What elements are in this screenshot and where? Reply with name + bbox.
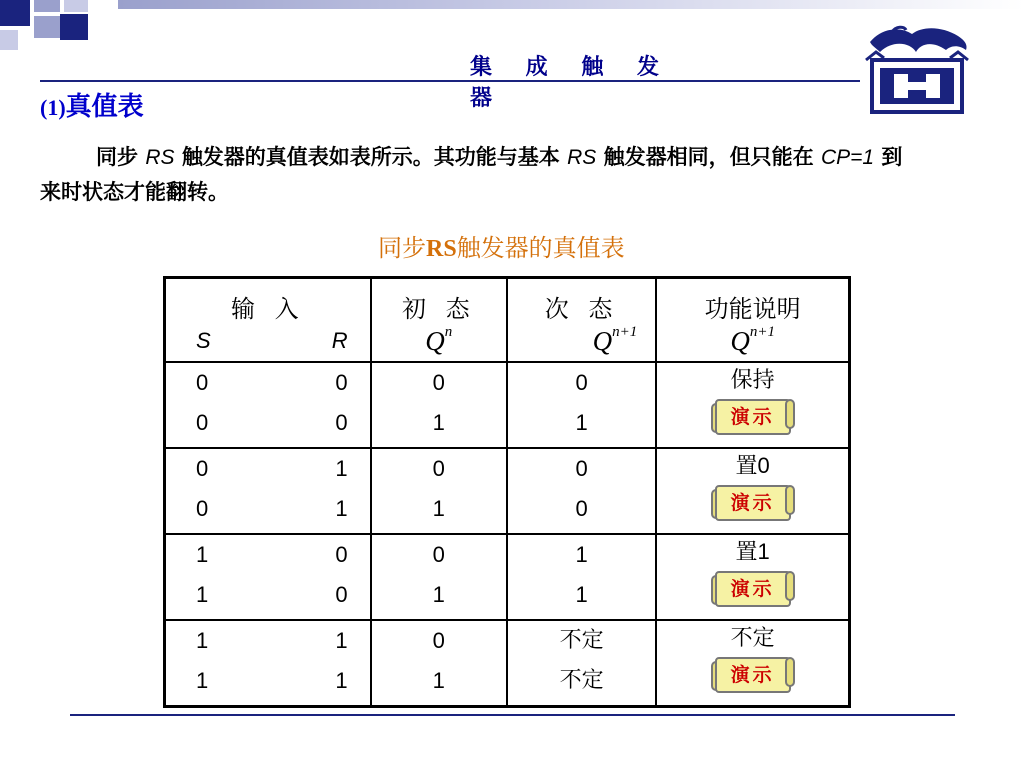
table-row-group-undefined [165, 620, 850, 707]
cell-s: 1 [196, 628, 209, 653]
function-label: 保持 [730, 367, 775, 392]
caption-post: 触发器的真值表 [456, 234, 625, 262]
header-title: 集 成 触 发 器 [470, 54, 672, 111]
demo-label: 演示 [730, 578, 775, 600]
cell-s: 0 [196, 370, 209, 395]
cell-s: 0 [196, 456, 209, 481]
cell-s: 1 [196, 542, 209, 567]
demo-label: 演示 [730, 664, 775, 686]
function-label: 置1 [735, 539, 770, 564]
header-s: S [196, 328, 211, 353]
cell-r: 0 [335, 370, 348, 395]
intro-text-3: 触发器相同，但只能在 [603, 144, 814, 169]
intro-text-2: 触发器的真值表如表所示。其功能与基本 [181, 144, 560, 169]
header-next-label: 次 态 [544, 295, 619, 323]
table-row-group-set [165, 534, 850, 620]
cell-r: 1 [335, 668, 348, 693]
caption-pre: 同步 [378, 234, 426, 262]
cell-qn: 1 [432, 668, 445, 693]
header-rule [40, 80, 860, 82]
demo-button[interactable] [715, 571, 791, 607]
cell-r: 0 [335, 410, 348, 435]
header-initial [371, 278, 507, 363]
truth-table [163, 276, 851, 708]
cell-qn1: 1 [575, 582, 588, 607]
cell-qn: 1 [432, 410, 445, 435]
table-caption [378, 228, 625, 263]
intro-term-rs: RS [145, 146, 175, 169]
demo-label: 演示 [730, 406, 775, 428]
header-q-func-n1: n+1 [749, 324, 775, 340]
cell-qn: 1 [432, 496, 445, 521]
table-header-row [165, 278, 850, 363]
cell-qn1: 1 [575, 542, 588, 567]
header-next [507, 278, 656, 363]
cell-r: 0 [335, 582, 348, 607]
section-title: 真值表 [65, 92, 144, 122]
cell-s: 1 [196, 668, 209, 693]
cell-qn1: 0 [575, 496, 588, 521]
header-r: R [331, 328, 348, 353]
header-function [656, 278, 849, 363]
header-q-next: Q [592, 326, 613, 356]
cell-qn1: 不定 [559, 668, 604, 693]
table-row-group-reset [165, 448, 850, 534]
header-q-n1: n+1 [612, 324, 638, 340]
intro-paragraph [40, 140, 920, 209]
cell-qn: 1 [432, 582, 445, 607]
cell-qn: 0 [432, 370, 445, 395]
intro-text-1: 同步 [96, 144, 138, 169]
cell-qn1: 0 [575, 370, 588, 395]
intro-term-rs-2: RS [567, 146, 597, 169]
cell-r: 0 [335, 542, 348, 567]
cell-r: 1 [335, 496, 348, 521]
header-input [165, 278, 371, 363]
cell-r: 1 [335, 456, 348, 481]
demo-label: 演示 [730, 492, 775, 514]
header-function-label: 功能说明 [704, 295, 801, 323]
intro-term-cp: CP=1 [820, 146, 875, 169]
header-initial-label: 初 态 [401, 295, 476, 323]
intro-text-4: 到来时状态才能翻转。 [40, 144, 903, 204]
cell-qn1: 0 [575, 456, 588, 481]
header-gradient-bar [118, 0, 1024, 9]
table-row-group-hold [165, 362, 850, 448]
cell-qn1: 1 [575, 410, 588, 435]
cell-qn: 0 [432, 456, 445, 481]
demo-button[interactable] [715, 657, 791, 693]
header-q-n: n [444, 324, 453, 340]
cell-s: 0 [196, 410, 209, 435]
header-q-func: Q [730, 326, 750, 356]
function-label: 不定 [730, 625, 775, 650]
caption-rs: RS [426, 236, 457, 262]
cell-qn1: 不定 [559, 628, 604, 653]
footer-rule [70, 714, 955, 716]
demo-button[interactable] [715, 485, 791, 521]
header-q: Q [425, 326, 445, 356]
function-label: 置0 [735, 453, 770, 478]
cell-qn: 0 [432, 542, 445, 567]
header-input-label: 输 入 [231, 295, 305, 323]
demo-button[interactable] [715, 399, 791, 435]
cell-s: 1 [196, 582, 209, 607]
section-heading [40, 86, 144, 123]
cell-qn: 0 [432, 628, 445, 653]
dragon-book-emblem-icon [862, 24, 972, 120]
section-number: (1) [40, 95, 66, 120]
cell-s: 0 [196, 496, 209, 521]
cell-r: 1 [335, 628, 348, 653]
